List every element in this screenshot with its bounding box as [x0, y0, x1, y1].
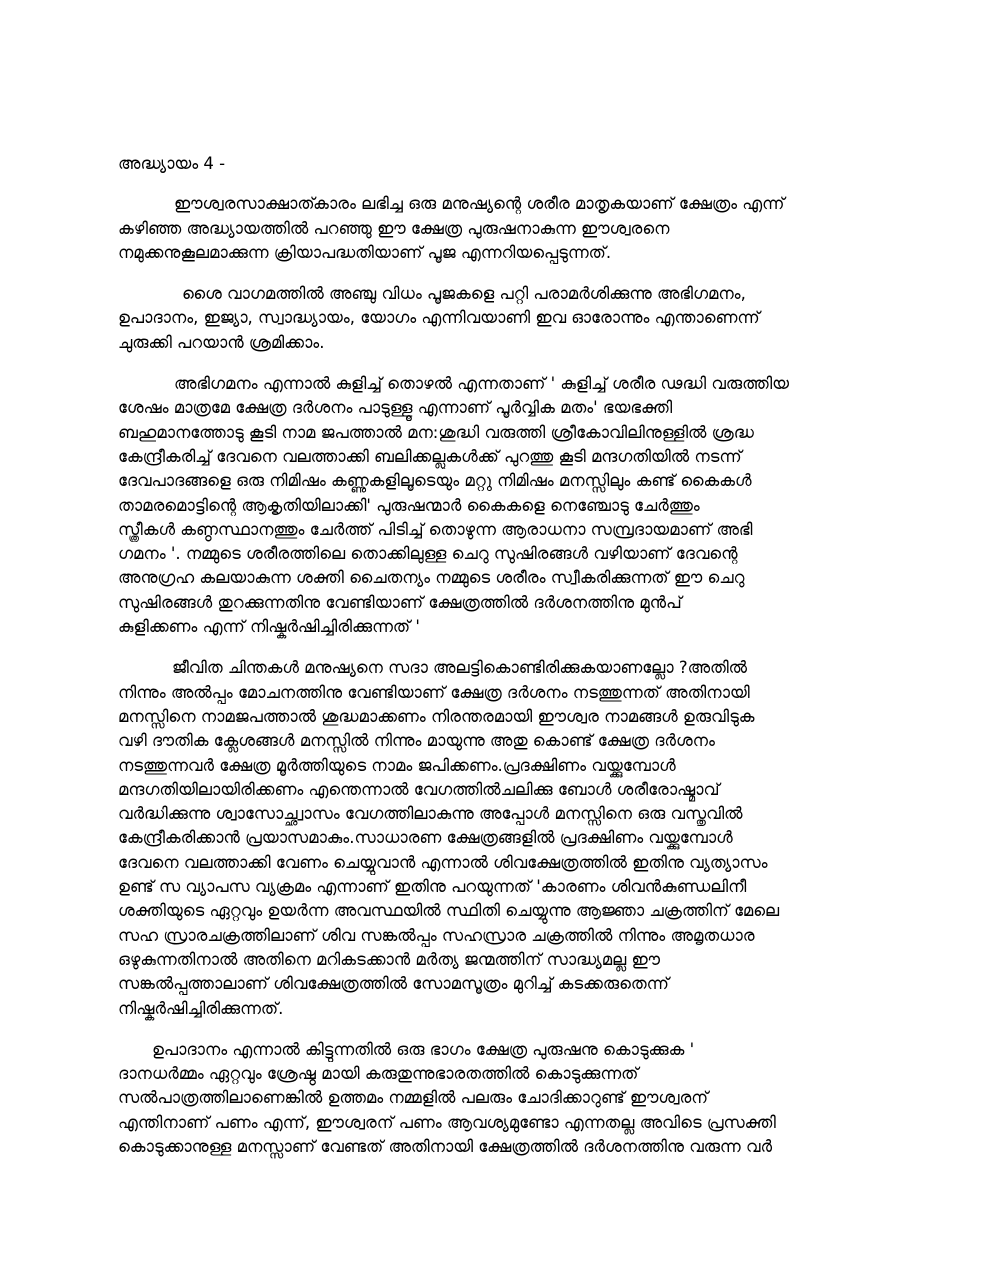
text-line: എന്തിനാണ് പണം എന്ന്, ഈശ്വരന് പണം ആവശ്യമുണ്ടോ എന്നതല്ല അവിടെ പ്രസക്തി — [118, 1112, 776, 1132]
text-line: ഉപാദാനം, ഇജ്യാ, സ്വാദ്ധ്യായം, യോഗം എന്നിവയാണി ഇവ ഓരോന്നും എന്താണെന്ന് — [118, 308, 760, 328]
text-line: സഹ സ്രാരചക്രത്തിലാണ് ശിവ സങ്കൽപ്പം സഹസ്രാര ചക്രത്തിൽ നിന്നും അമൃതധാര — [118, 925, 755, 945]
text-line: സങ്കൽപ്പത്താലാണ് ശിവക്ഷേത്രത്തിൽ സോമസൂത്രം മുറിച്ച് കടക്കരുതെന്ന് — [118, 974, 669, 994]
text-line: ഒഴുകുന്നതിനാൽ അതിനെ മറികടക്കാൻ മർത്യ ജന്മത്തിന് സാദ്ധ്യമല്ല ഈ — [118, 949, 660, 969]
document-body — [118, 152, 878, 1176]
text-line: സൽപാത്രത്തിലാണെങ്കിൽ ഉത്തമം നമ്മളിൽ പലരും ചോദിക്കാറുണ്ട് ഈശ്വരന് — [118, 1088, 709, 1108]
chapter-heading: അദ്ധ്യായം 4 - — [118, 154, 226, 173]
paragraph-3 — [118, 372, 878, 639]
text-line: ബഹുമാനത്തോടു കൂടി നാമ ജപത്താൽ മന:ശുദ്ധി വരുത്തി ശ്രീകോവിലിനുള്ളിൽ ശ്രദ്ധ — [118, 422, 754, 442]
text-line: നിന്നും അൽപ്പം മോചനത്തിനു വേണ്ടിയാണ് ക്ഷേത്ര ദർശനം നടത്തുന്നത് അതിനായി — [118, 682, 750, 702]
text-line: ദേവനെ വലത്താക്കി വേണം ചെയ്യുവാൻ എന്നാൽ ശിവക്ഷേത്രത്തിൽ ഇതിനു വ്യത്യാസം — [118, 852, 768, 872]
text-line: ഉപാദാനം എന്നാൽ കിട്ടുന്നതിൽ ഒരു ഭാഗം ക്ഷേത്ര പുരുഷനു കൊടുക്കുക ' — [152, 1039, 695, 1059]
text-line: അനുഗ്രഹ കലയാകുന്ന ശക്തി ചൈതന്യം നമ്മുടെ ശരീരം സ്വീകരിക്കുന്നത് ഈ ചെറു — [118, 568, 745, 588]
text-line: ഗമനം '. നമ്മുടെ ശരീരത്തിലെ തൊക്കിലുള്ള ചെറു സുഷിരങ്ങൾ വഴിയാണ് ദേവന്റെ — [118, 544, 738, 564]
text-line: സുഷിരങ്ങൾ തുറക്കുന്നതിനു വേണ്ടിയാണ് ക്ഷേത്രത്തിൽ ദർശനത്തിനു മുൻപ് — [118, 592, 682, 612]
paragraph-1 — [118, 192, 878, 265]
text-line: കഴിഞ്ഞ അദ്ധ്യായത്തിൽ പറഞ്ഞു ഈ ക്ഷേത്ര പുരുഷനാകുന്ന ഈശ്വരനെ — [118, 218, 670, 238]
text-line: കേന്ദ്രീകരിച്ച് ദേവനെ വലത്താക്കി ബലിക്കല്ലുകൾക്ക് പുറത്തു കൂടി മന്ദഗതിയിൽ നടന്ന് — [118, 446, 742, 466]
text-line: ശൈ വാഗമത്തിൽ അഞ്ചു വിധം പൂജകളെ പറ്റി പരാമർശിക്കുന്നു അഭിഗമനം, — [182, 284, 746, 304]
paragraph-4 — [118, 656, 878, 1020]
text-line: കേന്ദ്രീകരിക്കാൻ പ്രയാസമാകും.സാധാരണ ക്ഷേത്രങ്ങളിൽ പ്രദക്ഷിണം വയ്ക്കുമ്പോൾ — [118, 828, 733, 848]
text-line: താമരമൊട്ടിന്റെ ആകൃതിയിലാക്കി' പുരുഷന്മാർ കൈകളെ നെഞ്ചോടു ചേർത്തും — [118, 495, 700, 515]
text-line: ശക്തിയുടെ ഏറ്റവും ഉയർന്ന അവസ്ഥയിൽ സ്ഥിതി ചെയ്യുന്നു ആജ്ഞാ ചക്രത്തിന് മേലെ — [118, 901, 780, 921]
text-line: ദേവപാദങ്ങളെ ഒരു നിമിഷം കണ്ണുകളിലൂടെയും മറ്റു നിമിഷം മനസ്സിലും കണ്ട് കൈകൾ — [118, 471, 752, 491]
text-line: അഭിഗമനം എന്നാൽ കുളിച്ച് തൊഴൽ എന്നതാണ് ' കുളിച്ച് ശരീര ഢദ്ധി വരുത്തിയ — [174, 374, 790, 394]
text-line: കൊടുക്കാനുള്ള മനസ്സാണ് വേണ്ടത് അതിനായി ക്ഷേത്രത്തിൽ ദർശനത്തിനു വരുന്ന വർ — [118, 1136, 772, 1156]
text-line: ജീവിത ചിന്തകൾ മനുഷ്യനെ സദാ അലട്ടികൊണ്ടിരിക്കുകയാണല്ലോ ?അതിൽ — [172, 658, 748, 678]
text-line: നടത്തുന്നവർ ക്ഷേത്ര മൂർത്തിയുടെ നാമം ജപിക്കണം.പ്രദക്ഷിണം വയ്ക്കുമ്പോൾ — [118, 755, 676, 775]
text-line: സ്ത്രീകൾ കണ്ഠസ്ഥാനത്തും ചേർത്ത് പിടിച്ച് തൊഴുന്ന ആരാധനാ സമ്പ്രദായമാണ് അഭി — [118, 519, 753, 539]
text-line: ചുരുക്കി പറയാൻ ശ്രമിക്കാം. — [118, 332, 325, 352]
paragraph-5 — [118, 1038, 878, 1159]
text-line: ദാനധർമ്മം ഏറ്റവും ശ്രേഷ്ഠ മായി കരുതുന്നുഭാരതത്തിൽ കൊടുക്കുന്നത് — [118, 1064, 639, 1084]
text-line: ഈശ്വരസാക്ഷാത്കാരം ലഭിച്ച ഒരു മനുഷ്യന്റെ ശരീര മാതൃകയാണ് ക്ഷേത്രം എന്ന് — [174, 194, 785, 214]
paragraph-2 — [118, 282, 878, 355]
text-line: നിഷ്കർഷിച്ചിരിക്കുന്നത്. — [118, 998, 284, 1018]
text-line: നമുക്കനുകൂലമാക്കുന്ന ക്രിയാപദ്ധതിയാണ് പൂജ എന്നറിയപ്പെടുന്നത്. — [118, 242, 612, 262]
text-line: മന്ദഗതിയിലായിരിക്കണം എന്തെന്നാൽ വേഗത്തിൽചലിക്കു ബോൾ ശരീരോഷ്മാവ് — [118, 779, 720, 799]
text-line: വർദ്ധിക്കുന്നു ശ്വാസോച്ഛ്വാസം വേഗത്തിലാകുന്നു അപ്പോൾ മനസ്സിനെ ഒരു വസ്തുവിൽ — [118, 804, 743, 824]
text-line: ഉണ്ട് സ വ്യാപസ വ്യക്രമം എന്നാണ് ഇതിനു പറയുന്നത് 'കാരണം ശിവൻകുണ്ഡലിനീ — [118, 877, 747, 897]
text-line: മനസ്സിനെ നാമജപത്താൽ ശുദ്ധമാക്കണം നിരന്തരമായി ഈശ്വര നാമങ്ങൾ ഉരുവിടുക — [118, 706, 755, 726]
text-line: ശേഷം മാത്രമേ ക്ഷേത്ര ദർശനം പാടുള്ളൂ എന്നാണ് പൂർവ്വിക മതം' ഭയഭക്തി — [118, 398, 673, 418]
text-line: വഴി ദൗതിക ക്ലേശങ്ങൾ മനസ്സിൽ നിന്നും മായുന്നു അതു കൊണ്ട് ക്ഷേത്ര ദർശനം — [118, 731, 715, 751]
text-line: കുളിക്കണം എന്ന് നിഷ്കർഷിച്ചിരിക്കുന്നത് ' — [118, 617, 420, 637]
